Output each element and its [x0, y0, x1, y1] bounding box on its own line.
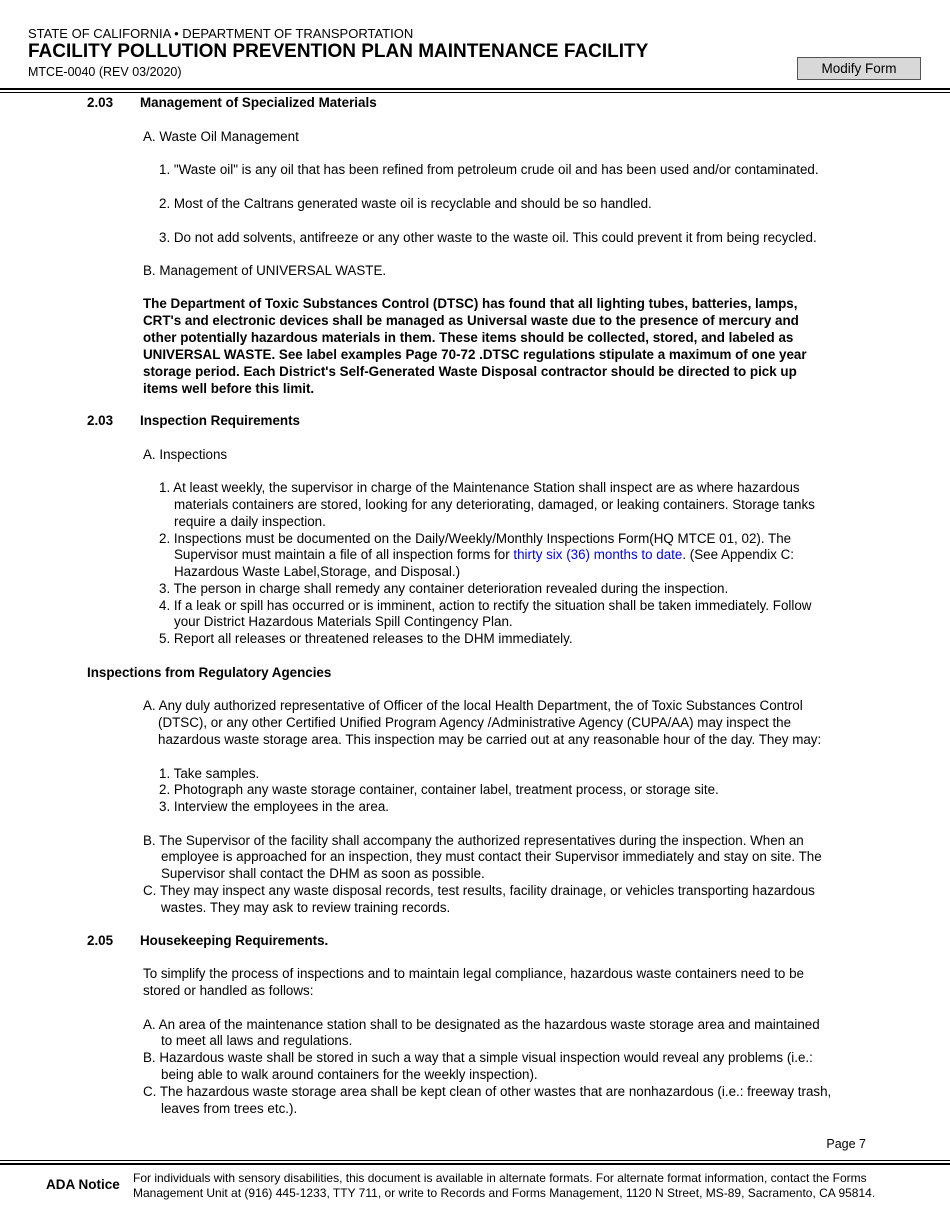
footer-divider-thin: [0, 1160, 950, 1161]
list-item: 2. Photograph any waste storage container, container label, treatment process, or storage site.: [159, 782, 719, 797]
footer-divider: [0, 1163, 950, 1165]
paragraph-line: leaves from trees etc.).: [161, 1101, 298, 1116]
form-title: FACILITY POLLUTION PREVENTION PLAN MAINTENANCE FACILITY: [28, 41, 649, 62]
list-item-continued: materials containers are stored, looking for any deteriorating, damaged, or leaking containers. Storage tanks: [174, 497, 815, 512]
form-number: MTCE-0040 (REV 03/2020): [28, 65, 182, 79]
retention-period-link[interactable]: thirty six (36) months to date: [513, 547, 683, 562]
paragraph-line: employee is approached for an inspection, they must contact their Supervisor immediately and stay on site. The: [161, 849, 822, 864]
list-item: 4. If a leak or spill has occurred or is imminent, action to rectify the situation shall be taken immediately. Follow: [159, 598, 812, 613]
list-item-continued: Hazardous Waste Label,Storage, and Disposal.): [174, 564, 461, 579]
modify-form-button[interactable]: Modify Form: [797, 57, 921, 80]
paragraph-line: B. Hazardous waste shall be stored in such a way that a simple visual inspection would reveal any problems (i.e.:: [143, 1050, 813, 1065]
list-item-continued: require a daily inspection.: [174, 514, 326, 529]
list-item: 2. Inspections must be documented on the Daily/Weekly/Monthly Inspections Form(HQ MTCE 01, 02). The: [159, 531, 792, 546]
header-divider-thin: [0, 92, 950, 93]
header-divider: [0, 88, 950, 90]
paragraph-line: Supervisor shall contact the DHM as soon as possible.: [161, 866, 485, 881]
list-item: 2. Most of the Caltrans generated waste oil is recyclable and should be so handled.: [159, 196, 652, 211]
universal-waste-notice-line: other potentially hazardous materials in them. These items should be collected, stored, and labeled as: [143, 330, 794, 345]
agency-line: STATE OF CALIFORNIA • DEPARTMENT OF TRANSPORTATION: [28, 26, 414, 41]
list-item-continued: your District Hazardous Materials Spill Contingency Plan.: [174, 614, 513, 629]
section-heading-specialized-materials: Management of Specialized Materials: [140, 95, 377, 110]
list-item: 1. At least weekly, the supervisor in charge of the Maintenance Station shall inspect are as where hazardous: [159, 480, 800, 495]
universal-waste-notice-line: The Department of Toxic Substances Control (DTSC) has found that all lighting tubes, batteries, lamps,: [143, 296, 798, 311]
subsection-waste-oil: A. Waste Oil Management: [143, 129, 299, 144]
list-item: 3. Interview the employees in the area.: [159, 799, 390, 814]
universal-waste-notice-line: UNIVERSAL WASTE. See label examples Page 70-72 .DTSC regulations stipulate a maximum of one year: [143, 347, 807, 362]
paragraph-line: C. They may inspect any waste disposal records, test results, facility drainage, or vehicles transporting hazardous: [143, 883, 815, 898]
subsection-inspections: A. Inspections: [143, 447, 228, 462]
subsection-universal-waste: B. Management of UNIVERSAL WASTE.: [143, 263, 387, 278]
ada-notice-text: For individuals with sensory disabilities, this document is available in alternate formats. For alternate format information, contact the Forms Management Unit at (916) 445-1233, TTY 711, or write to Records and Forms Management, 1120 N Street, MS-89, Sacramento, CA 95814.: [133, 1171, 876, 1200]
section-heading-housekeeping: Housekeeping Requirements.: [140, 933, 329, 948]
list-item-text: Supervisor must maintain a file of all inspection forms for: [174, 547, 514, 562]
page-number: Page 7: [826, 1137, 866, 1151]
paragraph-line: stored or handled as follows:: [143, 983, 314, 998]
section-heading-inspection-requirements: Inspection Requirements: [140, 413, 300, 428]
paragraph-line: (DTSC), or any other Certified Unified Program Agency /Administrative Agency (CUPA/AA) may inspect the: [158, 715, 792, 730]
paragraph-line: To simplify the process of inspections and to maintain legal compliance, hazardous waste containers need to be: [143, 966, 804, 981]
paragraph-line: wastes. They may ask to review training records.: [161, 900, 451, 915]
paragraph-line: being able to walk around containers for the weekly inspection).: [161, 1067, 538, 1082]
section-heading-regulatory-agencies: Inspections from Regulatory Agencies: [87, 665, 332, 680]
paragraph-line: C. The hazardous waste storage area shall be kept clean of other wastes that are nonhazardous (i.e.: freeway trash,: [143, 1084, 832, 1099]
section-number: 2.03: [87, 413, 114, 428]
list-item-text: . (See Appendix C:: [682, 547, 794, 562]
paragraph-line: A. An area of the maintenance station shall to be designated as the hazardous waste storage area and maintained: [143, 1017, 820, 1032]
paragraph-line: to meet all laws and regulations.: [161, 1033, 353, 1048]
list-item: 3. Do not add solvents, antifreeze or any other waste to the waste oil. This could prevent it from being recycled.: [159, 230, 817, 245]
universal-waste-notice-line: CRT's and electronic devices shall be managed as Universal waste due to the presence of mercury and: [143, 313, 799, 328]
universal-waste-notice-line: items well before this limit.: [143, 381, 315, 396]
list-item-continued: [174, 547, 794, 562]
list-item: 5. Report all releases or threatened releases to the DHM immediately.: [159, 631, 573, 646]
paragraph-line: A. Any duly authorized representative of Officer of the local Health Department, the of Toxic Substances Control: [143, 698, 803, 713]
paragraph-line: hazardous waste storage area. This inspection may be carried out at any reasonable hour of the day. They may:: [158, 732, 822, 747]
ada-notice-label: ADA Notice: [46, 1177, 120, 1192]
paragraph-line: B. The Supervisor of the facility shall accompany the authorized representatives during the inspection. When an: [143, 833, 804, 848]
section-number: 2.05: [87, 933, 114, 948]
list-item: 1. "Waste oil" is any oil that has been refined from petroleum crude oil and has been used and/or contaminated.: [159, 162, 819, 177]
list-item: 3. The person in charge shall remedy any container deterioration revealed during the inspection.: [159, 581, 729, 596]
section-number: 2.03: [87, 95, 114, 110]
universal-waste-notice-line: storage period. Each District's Self-Generated Waste Disposal contractor should be directed to pick up: [143, 364, 797, 379]
list-item: 1. Take samples.: [159, 766, 260, 781]
